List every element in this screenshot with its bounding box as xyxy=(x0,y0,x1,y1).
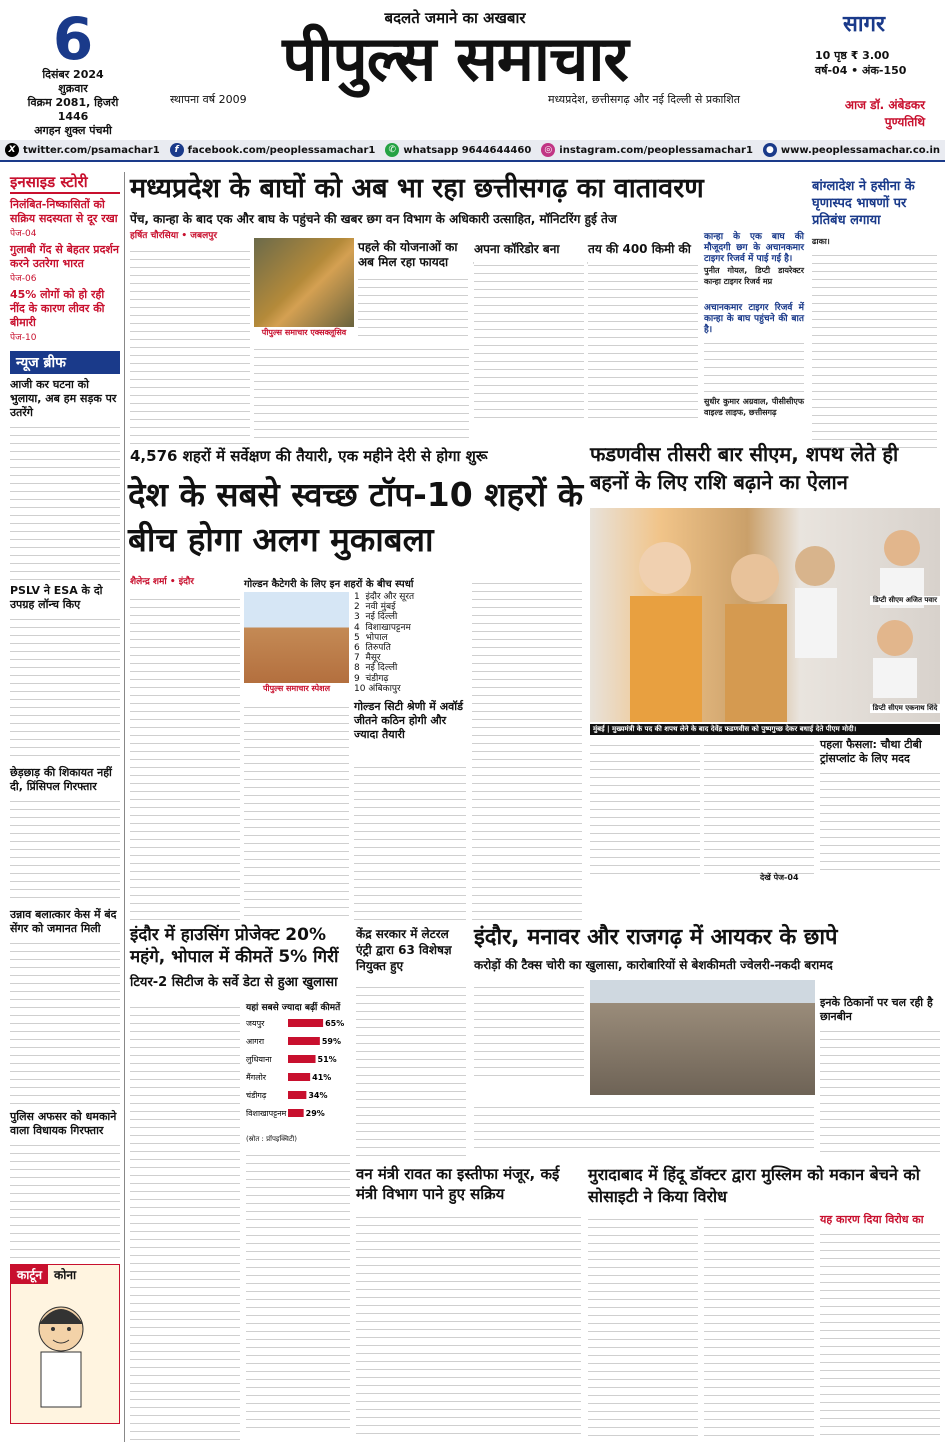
moradabad-headline[interactable]: मुरादाबाद में हिंदू डॉक्टर द्वारा मुस्लिम को मकान बेचने को सोसाइटी ने किया विरोध xyxy=(588,1165,920,1206)
chart-category-label: जयपुर xyxy=(246,1019,265,1028)
chart-bar xyxy=(288,1055,316,1063)
swachh-kicker: 4,576 शहरों में सर्वेक्षण की तैयारी, एक महीने देरी से होगा शुरू xyxy=(130,447,488,465)
quote-author: सुधीर कुमार अग्रवाल, पीसीसीएफ वाइल्ड लाइफ, छत्तीसगढ़ xyxy=(704,397,804,417)
tiger-byline: हर्षित चौरसिया • जबलपुर xyxy=(130,231,217,241)
moradabad-side-body xyxy=(820,1227,940,1437)
chart-category-label: मैंगलोर xyxy=(246,1073,267,1082)
inside-item[interactable]: निलंबित-निष्कासितों को सक्रिय सदस्यता से दूर रखा xyxy=(10,198,118,225)
chart-title: यहां सबसे ज्यादा बढ़ीं कीमतें xyxy=(246,1003,341,1013)
chart-value-label: 34% xyxy=(308,1091,328,1100)
price-bar-chart xyxy=(246,1013,350,1131)
whatsapp-link[interactable]: ✆ whatsapp 9644644460 xyxy=(385,143,531,157)
volume: वर्ष-04 • अंक-150 xyxy=(815,64,907,77)
news-brief-title: न्यूज ब्रीफ xyxy=(10,351,120,374)
chart-category-label: विशाखापट्टनम xyxy=(246,1109,287,1118)
exclusive-label: पीपुल्स समाचार एक्सक्लूसिव xyxy=(254,327,354,338)
published: मध्यप्रदेश, छत्तीसगढ़ और नई दिल्ली से प्रकाशित xyxy=(548,93,740,106)
tiger-body xyxy=(254,342,469,442)
inside-item[interactable]: गुलाबी गेंद से बेहतर प्रदर्शन करने उतरेगा भारत xyxy=(10,243,119,270)
city-list xyxy=(354,592,466,694)
quote: अचानकमार टाइगर रिजर्व में कान्हा के बाघ पहुंचने की बात है। xyxy=(704,303,804,335)
city-list-item: 3 नई दिल्ली xyxy=(354,612,398,623)
price-chart xyxy=(246,1000,350,1428)
raid-headline[interactable]: इंदौर, मनावर और राजगढ़ में आयकर के छापे xyxy=(474,925,838,950)
cm-headline[interactable]: फडणवीस तीसरी बार सीएम, शपथ लेते ही बहनों के लिए राशि बढ़ाने का ऐलान xyxy=(590,442,899,494)
golden-city-head: गोल्डन सिटी श्रेणी में अवॉर्ड जीतने कठिन होगी और ज्यादा तैयारी xyxy=(354,700,463,741)
web-link[interactable]: ● www.peoplessamachar.co.in xyxy=(763,143,940,157)
city-list-item: 9 चंडीगढ़ xyxy=(354,673,389,684)
brief-headline[interactable]: उन्नाव बलात्कार केस में बंद सेंगर को जमानत मिली xyxy=(10,908,117,935)
facebook-link[interactable]: f facebook.com/peoplessamachar1 xyxy=(170,143,376,157)
chart-value-label: 51% xyxy=(317,1055,337,1064)
page-number: 6 xyxy=(52,5,94,73)
lateral-body xyxy=(356,980,466,1160)
first-decision: पहला फैसला: चौथा टीबी ट्रांसप्लांट के लिए मदद xyxy=(820,738,940,876)
housing-body xyxy=(246,1148,350,1428)
day: शुक्रवार xyxy=(58,82,88,95)
brief-body xyxy=(10,612,120,762)
chart-category-label: लुधियाना xyxy=(246,1055,272,1064)
left-column: इनसाइड स्टोरी निलंबित-निष्कासितों को सक्रिय सदस्यता से दूर रखा पेज-04 गुलाबी गेंद से बेहतर प्रदर्शन करने उतरेगा भारत पेज-06 45% लोगों को हो रही नींद के कारण लीवर की बीमारी पेज-10 न्यूज ब्रीफ आजी कर घटना को भुलाया, अब हम सड़क पर उतरेंगे PSLV ने ESA के दो उपग्रह लॉन्च किए छेड़छाड़ की शिकायत नहीं दी, प्रिंसिपल गिरफ्तार उन्नाव बलात्कार केस में बंद सेंगर को जमानत मिली पुलिस अफसर को धमकाने वाला विधायक गिरफ्तार कार्टून कोना xyxy=(10,172,120,1424)
minister-body xyxy=(356,1210,581,1440)
moradabad-body xyxy=(588,1212,698,1440)
housing-headline[interactable]: इंदौर में हाउसिंग प्रोजेक्ट 20% महंगे, भोपाल में कीमतें 5% गिरीं xyxy=(130,925,339,967)
tiger-col3-head: अपना कॉरिडोर बना xyxy=(474,242,560,256)
cartoon-corner: कोना xyxy=(54,1268,77,1282)
swachh-byline: शैलेन्द्र शर्मा • इंदौर xyxy=(130,577,194,587)
masthead xyxy=(170,8,740,107)
instagram-icon: ◎ xyxy=(541,143,555,157)
moradabad-body xyxy=(704,1212,814,1440)
tiger-body xyxy=(474,258,584,418)
first-decision-body xyxy=(820,766,940,876)
swachh-headline[interactable]: देश के सबसे स्वच्छ टॉप-10 शहरों के बीच होगा अलग मुकाबला xyxy=(128,475,584,559)
city-list-item: 1 इंदौर और सूरत xyxy=(354,592,415,602)
swearing-in-photo xyxy=(590,508,940,722)
chart-value-label: 41% xyxy=(312,1073,332,1082)
instagram-link[interactable]: ◎ instagram.com/peoplessamachar1 xyxy=(541,143,753,157)
city-list-item: 2 नवी मुंबई xyxy=(354,602,396,613)
brief-headline[interactable]: PSLV ने ESA के दो उपग्रह लॉन्च किए xyxy=(10,584,103,611)
moradabad-side: यह कारण दिया विरोध का xyxy=(820,1212,940,1437)
brief-body xyxy=(10,1138,120,1258)
chart-bar xyxy=(288,1091,306,1099)
city-list-item: 10 अंबिकापुर xyxy=(354,683,401,694)
ambedkar-note: आज डॉ. अंबेडकर पुण्यतिथि xyxy=(844,98,925,129)
lateral-headline[interactable]: केंद्र सरकार में लेटरल एंट्री द्वारा 63 विशेषज्ञ नियुक्त हुए xyxy=(356,927,452,973)
tiger-quotes xyxy=(704,232,804,418)
tiger-body xyxy=(358,272,468,342)
tiger-body xyxy=(130,244,250,444)
city-list-item: 7 मैसूर xyxy=(354,653,381,664)
tiger-headline[interactable]: मध्यप्रदेश के बाघों को अब भा रहा छत्तीसगढ़ का वातावरण xyxy=(130,173,704,204)
rajwada-photo: पीपुल्स समाचार स्पेशल xyxy=(244,592,349,694)
tithi: अगहन शुक्ल पंचमी xyxy=(34,124,112,137)
city-list-item: 6 तिरुपति xyxy=(354,643,391,654)
brief-headline[interactable]: पुलिस अफसर को धमकाने वाला विधायक गिरफ्तार xyxy=(10,1110,117,1137)
city-list-item: 5 भोपाल xyxy=(354,632,388,643)
social-bar xyxy=(0,140,945,162)
brief-body xyxy=(10,420,120,580)
pages-price: 10 पृष्ठ ₹ 3.00 xyxy=(815,49,890,62)
brief-headline[interactable]: छेड़छाड़ की शिकायत नहीं दी, प्रिंसिपल गिरफ्तार xyxy=(10,766,112,793)
caption-eknath-shinde: डिप्टी सीएम एकनाथ शिंदे xyxy=(870,704,940,713)
bangladesh-body xyxy=(812,248,937,448)
swachh-body xyxy=(472,576,582,922)
samvat: विक्रम 2081, हिजरी 1446 xyxy=(27,96,119,123)
tiger-col4-head: तय की 400 किमी की xyxy=(588,242,691,256)
cm-body xyxy=(704,738,814,876)
globe-icon: ● xyxy=(763,143,777,157)
chart-value-label: 65% xyxy=(325,1019,345,1028)
bangladesh-headline[interactable]: बांग्लादेश ने हसीना के घृणास्पद भाषणों पर प्रतिबंध लगाया xyxy=(812,179,915,228)
raid-body xyxy=(474,1100,814,1155)
caption-ajit-pawar: डिप्टी सीएम अजित पवार xyxy=(870,596,940,605)
quote: कान्हा के एक बाघ की मौजूदगी छग के अचानकमार टाइगर रिजर्व में पाई गई है। xyxy=(704,232,804,264)
chart-bar xyxy=(288,1037,320,1045)
edition-city: सागर xyxy=(843,12,885,37)
city-list-item: 8 नई दिल्ली xyxy=(354,663,398,674)
swachh-body xyxy=(244,700,349,920)
city-list-item: 4 विशाखापट्टनम xyxy=(354,622,411,633)
newspaper-logo: पीपुल्स समाचार xyxy=(282,22,628,95)
tiger-photo xyxy=(254,238,354,338)
swachh-body xyxy=(354,760,466,920)
cm-body xyxy=(590,738,700,876)
price-block xyxy=(815,48,925,78)
minister-headline[interactable]: वन मंत्री रावत का इस्तीफा मंजूर, कई मंत्री विभाग पाने हुए सक्रिय xyxy=(356,1165,560,1203)
chart-value-label: 59% xyxy=(321,1037,342,1046)
bangladesh-story: बांग्लादेश ने हसीना के घृणास्पद भाषणों पर प्रतिबंध लगाया ढाका। xyxy=(812,178,937,448)
chart-category-label: चंडीगढ़ xyxy=(246,1091,267,1100)
housing-sub: टियर-2 सिटीज के सर्वे डेटा से हुआ खुलासा xyxy=(130,975,338,990)
chart-category-label: आगरा xyxy=(246,1037,265,1046)
cm-photo-caption: मुंबई | मुख्यमंत्री के पद की शपथ लेने के बाद देवेंद्र फडणवीस को पुष्पगुच्छ देकर बधाई देते पीएम मोदी। xyxy=(590,724,940,735)
tagline: बदलते जमाने का अखबार xyxy=(384,9,526,27)
raid-house-photo xyxy=(590,980,815,1095)
raid-body xyxy=(474,980,584,1080)
housing-body xyxy=(130,1000,240,1440)
see-page[interactable]: देखें पेज-04 xyxy=(760,873,799,882)
tiger-body xyxy=(588,258,698,418)
page-date-block xyxy=(18,5,128,138)
x-icon: X xyxy=(5,143,19,157)
raid-side: इनके ठिकानों पर चल रही है छानबीन xyxy=(820,996,940,1154)
brief-body xyxy=(10,936,120,1106)
golden-title: गोल्डन कैटेगरी के लिए इन शहरों के बीच स्पर्धा xyxy=(244,579,414,590)
twitter-link[interactable]: X twitter.com/psamachar1 xyxy=(5,143,160,157)
date: दिसंबर 2024 xyxy=(42,68,104,81)
quote-author: पुनीत गोयल, डिप्टी डायरेक्टर कान्हा टाइगर रिजर्व मप्र xyxy=(704,266,804,286)
column-divider xyxy=(124,172,125,1442)
tiger-subheadline: पेंच, कान्हा के बाद एक और बाघ के पहुंचने की खबर छग वन विभाग के अधिकारी उत्साहित, मॉनिटरिंग हुई तेज xyxy=(130,212,617,226)
tiger-col2-head: पहले की योजनाओं का अब मिल रहा फायदा xyxy=(358,240,458,269)
brief-headline[interactable]: आजी कर घटना को भुलाया, अब हम सड़क पर उतरेंगे xyxy=(10,378,117,419)
cartoon-drawing xyxy=(11,1284,111,1414)
cartoon-box xyxy=(10,1264,120,1424)
brief-body xyxy=(10,794,120,904)
whatsapp-icon: ✆ xyxy=(385,143,399,157)
cartoon-label: कार्टून xyxy=(11,1265,48,1284)
chart-bar xyxy=(288,1019,323,1027)
chart-bar xyxy=(288,1073,310,1081)
founded: स्थापना वर्ष 2009 xyxy=(170,93,247,106)
chart-bar xyxy=(288,1109,304,1117)
raid-side-body xyxy=(820,1024,940,1154)
politicians-illustration xyxy=(590,508,940,722)
swachh-body xyxy=(130,592,240,922)
inside-item[interactable]: 45% लोगों को हो रही नींद के कारण लीवर की बीमारी xyxy=(10,288,105,329)
inside-story-title: इनसाइड स्टोरी xyxy=(10,172,120,194)
chart-source: (स्रोत : प्रॉपइक्विटी) xyxy=(246,1135,297,1143)
chart-value-label: 29% xyxy=(305,1109,325,1118)
facebook-icon: f xyxy=(170,143,184,157)
raid-sub: करोड़ों की टैक्स चोरी का खुलासा, कारोबारियों से बेशकीमती ज्वेलरी-नकदी बरामद xyxy=(474,958,833,972)
